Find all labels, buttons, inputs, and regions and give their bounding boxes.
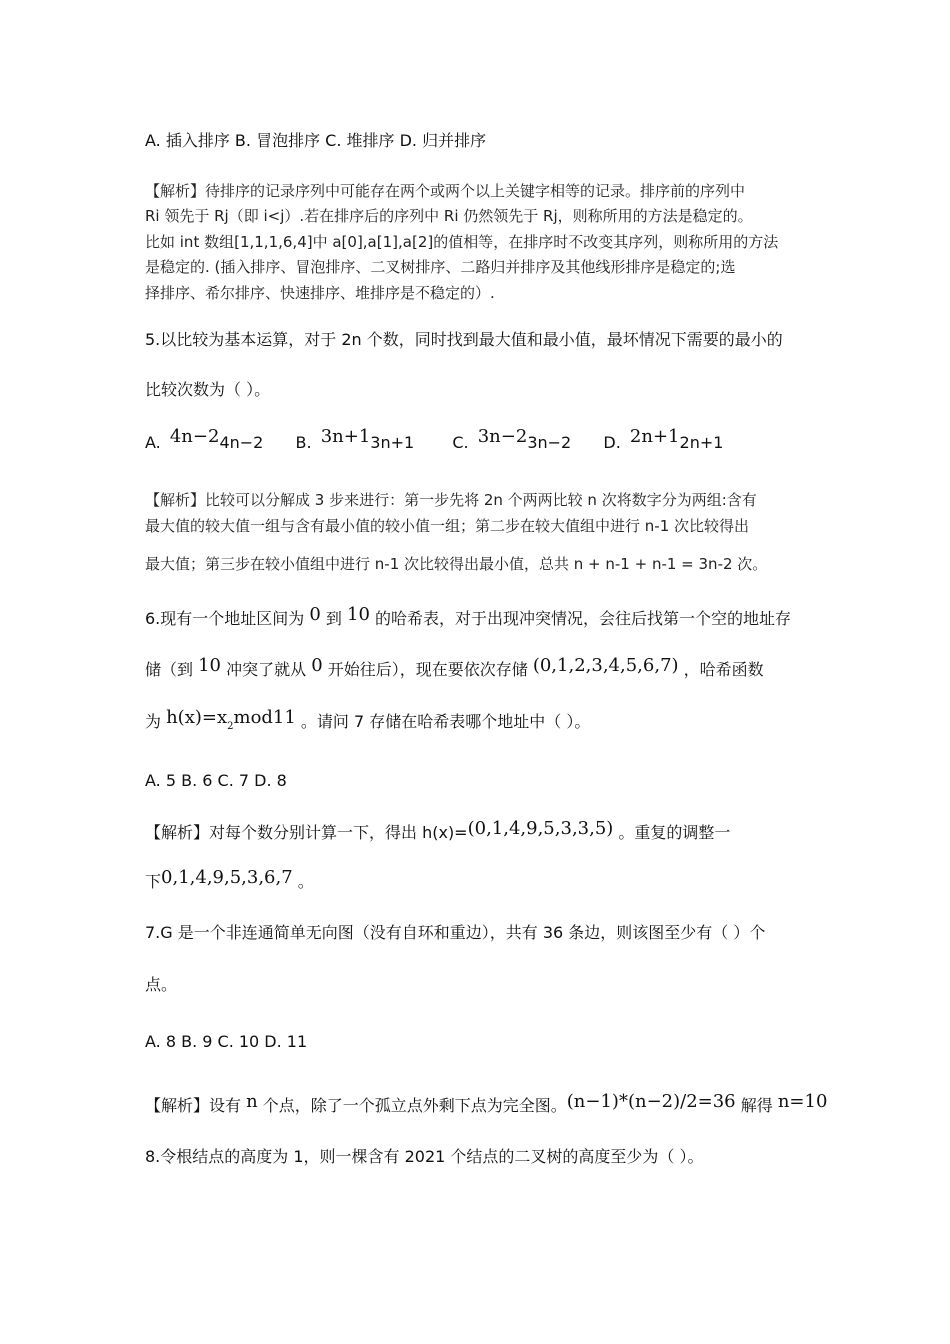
q6-explanation-line-1 [145, 820, 730, 843]
q6-l3-math-mod: mod11 [233, 707, 296, 728]
q7-e1-math-answer: n=10 [777, 1091, 828, 1112]
q7-e1-text-a: 【解析】设有 [145, 1096, 247, 1115]
q7-text-line-1: 7.G 是一个非连通简单无向图（没有自环和重边），共有 36 条边，则该图至少有（ ）个 [145, 923, 766, 942]
q6-l2-text-a: 储（到 [145, 660, 199, 679]
q5-option-b-label: B. [295, 433, 312, 452]
q6-text-line-3 [145, 709, 590, 732]
q7-options: A. 8 B. 9 C. 10 D. 11 [145, 1032, 308, 1051]
q6-e1-text-a: 【解析】对每个数分别计算一下，得出 h(x)= [145, 823, 468, 842]
q4-explanation-line-1: 【解析】待排序的记录序列中可能存在两个或两个以上关键字相等的记录。排序前的序列中 [145, 182, 746, 200]
q5-option-d-math: 2n+1 [629, 426, 680, 447]
q5-explanation-line-1: 【解析】比较可以分解成 3 步来进行：第一步先将 2n 个两两比较 n 次将数字分为两组:含有 [145, 491, 757, 509]
q5-option-b-text: 3n+1 [370, 433, 415, 452]
q5-option-a-math: 4n−2 [169, 426, 220, 447]
q6-l1-text-b: 到 [320, 609, 347, 628]
q7-e1-text-c: 解得 [735, 1096, 778, 1115]
q5-option-a [145, 426, 268, 452]
q6-e2-math-values: 0,1,4,9,5,3,6,7 [161, 867, 293, 888]
q5-option-c [452, 426, 576, 452]
q6-text-line-2 [145, 657, 764, 680]
q5-option-b-math: 3n+1 [320, 426, 371, 447]
q6-e2-text-b: 。 [292, 872, 314, 891]
q8-text-line-1: 8.令根结点的高度为 1，则一棵含有 2021 个结点的二叉树的高度至少为（ ）。 [145, 1147, 704, 1166]
q5-option-c-label: C. [452, 433, 469, 452]
q7-explanation-line-1 [145, 1093, 827, 1116]
q5-option-a-label: A. [145, 433, 161, 452]
q5-options [145, 426, 724, 453]
q6-l1-text-a: 6.现有一个地址区间为 [145, 609, 310, 628]
q6-l2-text-c: 开始往后），现在要依次存储 [322, 660, 533, 679]
q5-option-d-label: D. [603, 433, 621, 452]
q5-text-line-2: 比较次数为（ ）。 [145, 380, 271, 399]
q6-l2-math-zero: 0 [311, 655, 323, 676]
q5-option-b [295, 426, 420, 452]
q5-option-c-text: 3n−2 [527, 433, 572, 452]
q6-e1-text-b: 。重复的调整一 [613, 823, 731, 842]
q6-l3-math-subscript: 2 [227, 721, 234, 732]
q5-text-line-1: 5.以比较为基本运算，对于 2n 个数，同时找到最大值和最小值，最坏情况下需要的最小的 [145, 330, 783, 349]
q6-l2-text-b: 冲突了就从 [221, 660, 312, 679]
q6-l1-math-ten: 10 [347, 604, 370, 625]
q5-explanation-line-3: 最大值；第三步在较小值组中进行 n-1 次比较得出最小值，总共 n + n-1 + n-1 = 3n-2 次。 [145, 555, 768, 573]
q4-explanation-line-2: Ri 领先于 Rj（即 i<j）.若在排序后的序列中 Ri 仍然领先于 Rj，则称所用的方法是稳定的。 [145, 207, 753, 225]
q6-l3-text-a: 为 [145, 712, 167, 731]
q5-option-d [603, 426, 724, 452]
q6-text-line-1 [145, 606, 791, 629]
q5-option-d-text: 2n+1 [679, 433, 724, 452]
q6-l3-math-hash: h(x)=x [166, 707, 228, 728]
q6-e2-text-a: 下 [145, 872, 162, 891]
q5-explanation-line-2: 最大值的较大值一组与含有最小值的较小值一组；第二步在较大值组中进行 n-1 次比较得出 [145, 517, 750, 535]
q7-e1-math-n: n [246, 1091, 258, 1112]
q6-l1-math-zero: 0 [309, 604, 321, 625]
q4-explanation-line-4: 是稳定的. (插入排序、冒泡排序、二叉树排序、二路归并排序及其他线形排序是稳定的;选 [145, 258, 736, 276]
q6-l2-math-sequence: (0,1,2,3,4,5,6,7) [532, 655, 679, 676]
q6-l3-text-b: 。请问 7 存储在哈希表哪个地址中（ ）。 [295, 712, 591, 731]
q7-e1-math-equation: (n−1)*(n−2)/2=36 [566, 1091, 736, 1112]
q6-l2-text-d: ，哈希函数 [678, 660, 764, 679]
q4-explanation-line-5: 择排序、希尔排序、快速排序、堆排序是不稳定的）. [145, 284, 495, 302]
q7-e1-text-b: 个点，除了一个孤立点外剩下点为完全图。 [257, 1096, 567, 1115]
q6-e1-math-values: (0,1,4,9,5,3,3,5) [467, 818, 614, 839]
q6-explanation-line-2 [145, 869, 314, 892]
q7-text-line-2: 点。 [145, 975, 178, 994]
q6-l2-math-ten: 10 [198, 655, 221, 676]
q5-option-a-text: 4n−2 [219, 433, 264, 452]
q4-explanation-line-3: 比如 int 数组[1,1,1,6,4]中 a[0],a[1],a[2]的值相等，在排序时不改变其序列，则称所用的方法 [145, 233, 779, 251]
q6-options: A. 5 B. 6 C. 7 D. 8 [145, 771, 287, 790]
q5-option-c-math: 3n−2 [477, 426, 528, 447]
q6-l1-text-c: 的哈希表，对于出现冲突情况，会往后找第一个空的地址存 [369, 609, 791, 628]
q4-options: A. 插入排序 B. 冒泡排序 C. 堆排序 D. 归并排序 [145, 131, 487, 150]
